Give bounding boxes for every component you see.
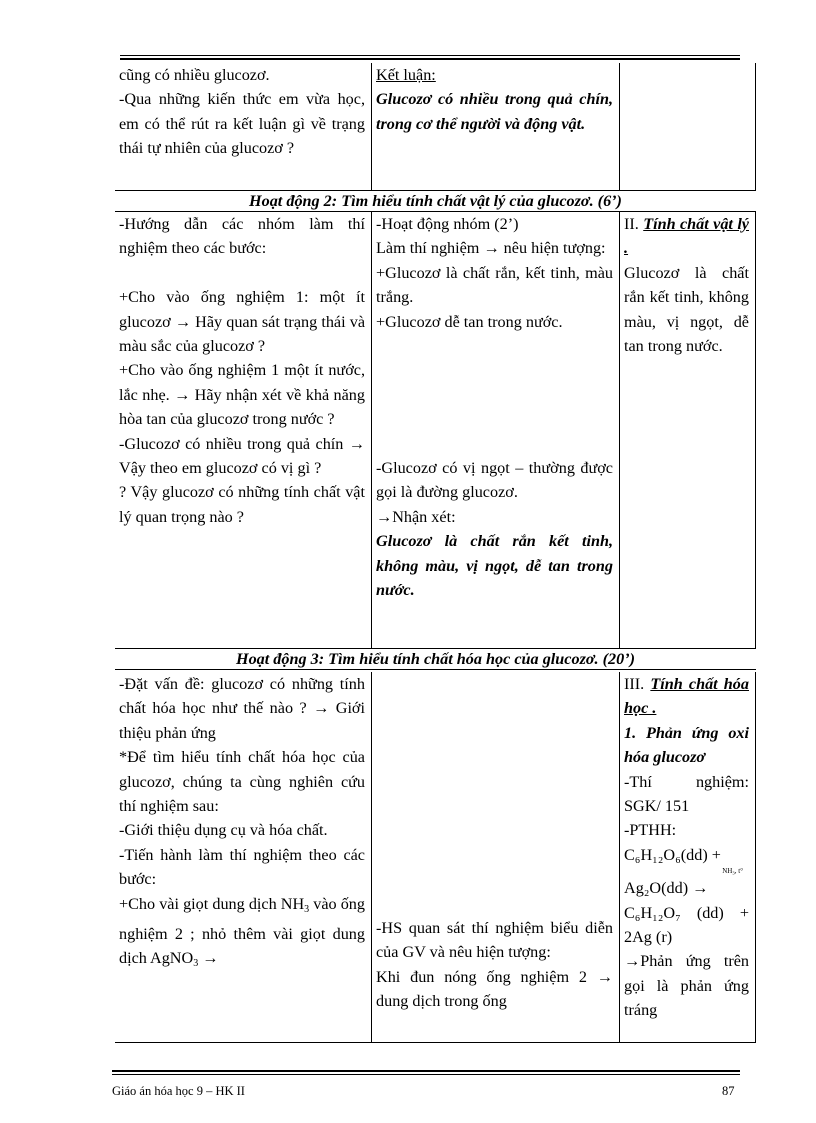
spacer bbox=[376, 334, 613, 456]
arrow-text: → bbox=[198, 949, 219, 968]
footer-rule-thin bbox=[112, 1074, 740, 1075]
reaction-condition: NH₃, t° bbox=[722, 867, 743, 876]
procedure-text: -Tiến hành làm thí nghiệm theo các bước: bbox=[119, 845, 365, 889]
content-cell bbox=[619, 63, 756, 190]
footer-title: Giáo án hóa học 9 – HK II bbox=[112, 1084, 245, 1098]
equipment-text: -Giới thiệu dụng cụ và hóa chất. bbox=[119, 821, 328, 840]
subsection-title: 1. Phản ứng oxi hóa glucozơ bbox=[624, 723, 749, 767]
heating-text: Khi đun nóng ống nghiệm 2 → dung dịch trong ống bbox=[376, 967, 613, 1011]
equation-label: -PTHH: bbox=[624, 821, 677, 840]
nh3-subscript: 3 bbox=[304, 903, 310, 915]
study-intro: *Để tìm hiểu tính chất hóa học của glucozơ, chúng ta cùng nghiên cứu thí nghiệm sau: bbox=[119, 748, 365, 816]
agno3-subscript: 3 bbox=[193, 958, 199, 970]
observation-1: +Glucozơ là chất rắn, kết tinh, màu trắng. bbox=[376, 263, 613, 307]
activity-2-heading: Hoạt động 2: Tìm hiểu tính chất vật lý của glucozơ. (6’) bbox=[115, 190, 756, 212]
conclusion-label: Kết luận: bbox=[376, 66, 436, 84]
observation-2: +Glucozơ dễ tan trong nước. bbox=[376, 312, 563, 331]
group-activity-text: -Hoạt động nhóm (2’) bbox=[376, 215, 519, 233]
taste-question: -Glucozơ có nhiều trong quả chín → Vậy theo em glucozơ có vị gì ? bbox=[119, 434, 365, 478]
content-cell bbox=[619, 212, 756, 648]
header-rule-thick bbox=[120, 58, 740, 60]
table-row-intro bbox=[115, 63, 756, 190]
header-rule-thin bbox=[120, 55, 740, 56]
teacher-activity-cell bbox=[115, 212, 371, 648]
equation-products: C₆H₁₂O₇ (dd) + 2Ag (r) bbox=[624, 903, 749, 947]
physical-properties-text: Glucozơ là chất rắn kết tinh, không màu, vị ngọt, dễ tan trong nước. bbox=[624, 263, 749, 356]
section-number: III. bbox=[624, 675, 645, 693]
reagent-text-2: vào ống nghiệm 2 ; nhỏ thêm vài giọt dung dịch AgNO bbox=[119, 894, 365, 968]
spacer bbox=[376, 672, 613, 916]
teacher-activity-cell bbox=[115, 672, 371, 1042]
instruction-text: -Hướng dẫn các nhóm làm thí nghiệm theo các bước: bbox=[119, 215, 365, 258]
physical-conclusion: Glucozơ là chất rắn kết tinh, không màu, vị ngọt, dễ tan trong nước. bbox=[376, 532, 613, 600]
section-title: Tính chất hóa học . bbox=[624, 675, 749, 718]
section-title: Tính chất vật lý . bbox=[624, 215, 749, 258]
student-activity-cell bbox=[371, 63, 619, 190]
experiment-text: Làm thí nghiệm → nêu hiện tượng: bbox=[376, 239, 606, 258]
footer-rule-thick bbox=[112, 1070, 740, 1072]
conclusion-text: Glucozơ có nhiều trong quả chín, trong cơ thể người và động vật. bbox=[376, 90, 613, 133]
section-number: II. bbox=[624, 215, 639, 233]
spacer bbox=[119, 261, 365, 285]
step-1-text: +Cho vào ống nghiệm 1: một ít glucozơ → Hãy quan sát trạng thái và màu sắc của glucozơ ? bbox=[119, 288, 365, 356]
equation-reactant-2: Ag₂O(dd) → bbox=[624, 879, 709, 898]
teacher-activity-cell bbox=[115, 63, 371, 190]
observe-text: -HS quan sát thí nghiệm biểu diễn của GV và nêu hiện tượng: bbox=[376, 919, 613, 962]
equation-reactant-1: C₆H₁₂O₆(dd) + bbox=[624, 845, 721, 864]
question-text: -Qua những kiến thức em vừa học, em có thể rút ra kết luận gì về trạng thái tự nhiên của glucozơ ? bbox=[119, 90, 365, 158]
student-activity-cell bbox=[371, 212, 619, 648]
text-line: cũng có nhiều glucozơ. bbox=[119, 66, 270, 84]
student-activity-cell bbox=[371, 672, 619, 1042]
taste-answer: -Glucozơ có vị ngọt – thường được gọi là đường glucozơ. bbox=[376, 459, 613, 502]
summary-question: ? Vậy glucozơ có những tính chất vật lý quan trọng nào ? bbox=[119, 483, 365, 526]
table-row-physical bbox=[115, 212, 756, 648]
reaction-name-text: →Phản ứng trên gọi là phản ứng tráng bbox=[624, 952, 749, 1020]
page-number: 87 bbox=[722, 1084, 735, 1098]
activity-3-heading: Hoạt động 3: Tìm hiểu tính chất hóa học của glucozơ. (20’) bbox=[115, 648, 756, 670]
table-row-chemical bbox=[115, 672, 756, 1043]
experiment-ref: -Thí nghiệm: SGK/ 151 bbox=[624, 772, 749, 816]
problem-statement: -Đặt vấn đề: glucozơ có những tính chất hóa học như thế nào ? → Giới thiệu phản ứng bbox=[119, 675, 365, 742]
content-cell bbox=[619, 672, 756, 1042]
step-2-text: +Cho vào ống nghiệm 1 một ít nước, lắc nhẹ. → Hãy nhận xét về khả năng hòa tan của glucozơ trong nước ? bbox=[119, 361, 365, 429]
reagent-text: +Cho vài giọt dung dịch NH bbox=[119, 894, 305, 913]
remark-label: →Nhận xét: bbox=[376, 507, 456, 526]
reagent-step bbox=[119, 892, 365, 977]
